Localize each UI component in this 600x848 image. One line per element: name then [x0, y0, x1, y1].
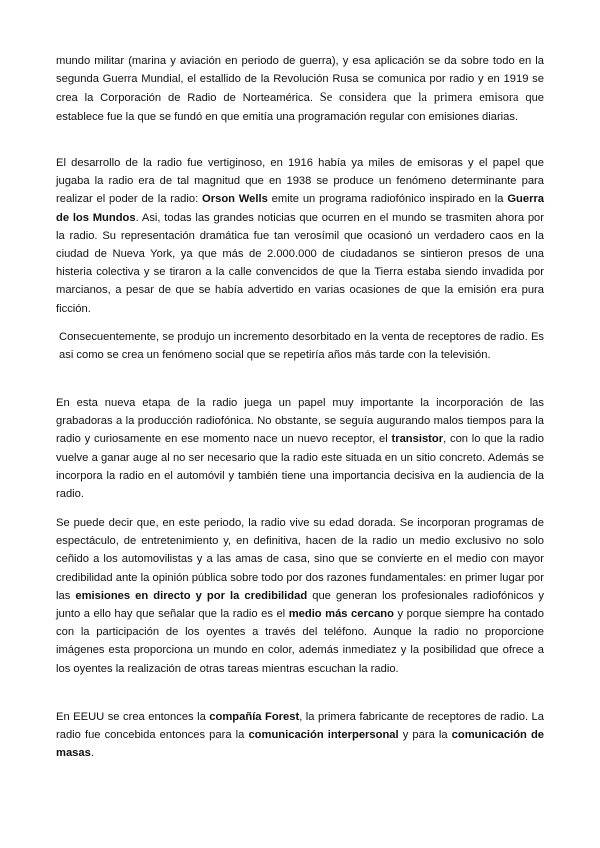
paragraph-1	[56, 52, 544, 126]
p2-bold-orson-wells: Orson Wells	[202, 193, 268, 206]
paragraph-5	[56, 514, 544, 678]
p3-text: Consecuentemente, se produjo un incremento desorbitado en la venta de receptores de radio. Es asi como se crea un fenómeno social que se repetiría años más tarde con la televisión.	[59, 331, 544, 362]
p6-text-c: , la primera fabricante de receptores de radio. La radio fue concebida entonces para la	[56, 711, 544, 742]
p4-bold-transistor: transistor	[391, 433, 444, 446]
p5-bold-medio-cercano: medio más cercano	[288, 608, 394, 621]
paragraph-4	[56, 394, 544, 503]
p5-bold-emisiones: emisiones en directo y por la credibilidad	[75, 589, 308, 602]
p2-bold-guerra-mundos: Guerra de los Mundos	[56, 193, 545, 224]
p1-serif-text: Se considera que la primera emisora	[319, 90, 519, 105]
p5-text-c: que generan los profesionales radiofónicos y junto a ello hay que señalar que la radio es el	[56, 589, 545, 621]
p1-text-c: que establece fue la que se fundó en que emitía una programación regular con emisiones diarias.	[56, 92, 545, 123]
p6-text-a: En EEUU se crea entonces la	[56, 711, 206, 723]
p2-text-a: El desarrollo de la radio fue vertiginoso, en 1916 había ya miles de emisoras y el papel que jugaba la radio era de tal magnitud que en 1938 se produce un fenómeno determinante para realizar el poder de la radio:	[56, 157, 544, 206]
p4-text-a: En esta nueva etapa de la radio juega un papel muy importante la incorporación de las grabadoras a la producción radiofónica. No obstante, se seguía augurando malos tiempos para la radio y curiosamente en ese momento nace un nuevo receptor, el	[56, 397, 544, 446]
p2-text-c: emite un programa radiofónico inspirado en la	[271, 193, 504, 206]
paragraph-3	[59, 328, 544, 364]
p1-text-a: mundo militar (marina y aviación en periodo de guerra), y esa aplicación se da sobre todo en la segunda Guerra Mundial, el estallido de la Revolución Rusa se comunica por radio y en 1919 se crea la Corporación de Radio de Norteamérica.	[56, 55, 544, 105]
p2-text-d: . Asi, todas las grandes noticias que ocurren en el mundo se trasmiten ahora por la radio. Su representación dramática fue tan verosímil que ocasionó un verdadero caos en la ciudad de Nueva York, ya que más de 2.000.000 de ciudadanos se sintieron presos de una histeria colectiva y se tiraron a la calle convencidos de que la Tierra estaba siendo invadida por marcianos, a pesar de que se había advertido en varias ocasiones de que la emisión era pura ficción.	[56, 211, 545, 315]
p5-text-d: y porque siempre ha contado con la participación de los oyentes a través del teléfono. Aunque la radio no proporcione imágenes esta proporciona un mundo en color, además inmediatez y la posibilidad que ofrece a los oyentes la realización de otras tareas mientras escuchan la radio.	[56, 608, 544, 675]
p6-bold-com-masas: comunicación de masas	[56, 729, 545, 760]
paragraph-2	[56, 154, 544, 318]
p6-text-d: y para la	[402, 729, 448, 742]
p6-bold-compania-forest: compañía Forest	[209, 711, 300, 723]
p6-bold-com-interpersonal: comunicación interpersonal	[248, 729, 399, 742]
p4-text-c: , con lo que la radio vuelve a ganar auge al no ser necesario que la radio este situada en un sitio concreto. Además se incorpora la radio en el automóvil y también tiene una importancia decisiva en la audiencia de la radio.	[56, 433, 544, 501]
p5-text-a: Se puede decir que, en este periodo, la radio vive su edad dorada. Se incorporan programas de espectáculo, de entretenimiento y, en definitiva, hacen de la radio un medio exclusivo no solo ceñido a los automovilistas y a las amas de casa, sino que se convierte en el medio con mayor credibilidad ante la opinión pública sobre todo por dos razones fundamentales: en primer lugar por las	[56, 517, 544, 602]
p6-text-e: .	[90, 747, 94, 760]
paragraph-6	[56, 708, 544, 763]
